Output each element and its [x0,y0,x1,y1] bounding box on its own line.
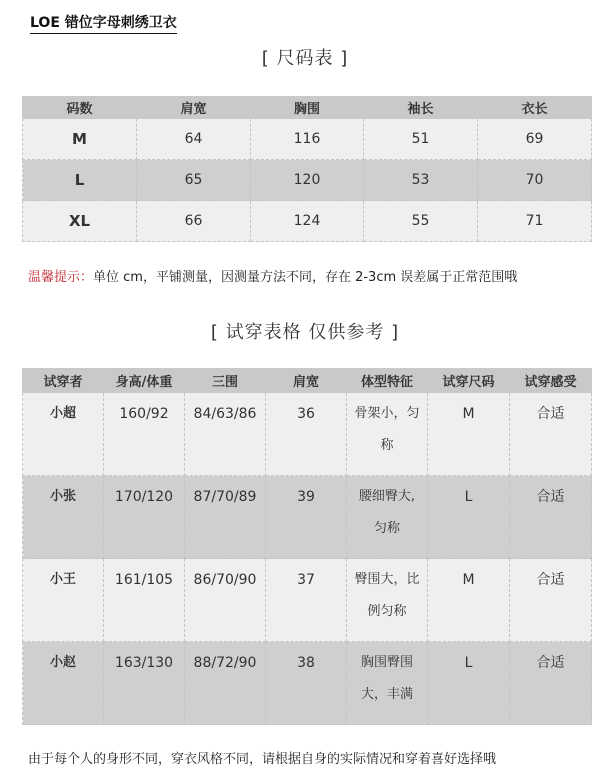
header-shoulder: 肩宽 [266,369,347,393]
header-height-weight: 身高/体重 [104,369,185,393]
length-cell: 70 [478,160,592,201]
header-feeling: 试穿感受 [510,369,592,393]
shoulder-cell: 65 [137,160,251,201]
length-cell: 71 [478,201,592,242]
footer-note: 由于每个人的身形不同，穿衣风格不同，请根据自身的实际情况和穿着喜好选择哦 [28,752,497,767]
feeling-cell: 合适 [510,642,592,725]
header-tryon-size: 试穿尺码 [428,369,510,393]
measurements-cell: 88/72/90 [185,642,266,725]
shoulder-cell: 38 [266,642,347,725]
height-weight-cell: 170/120 [104,476,185,559]
body-type-cell: 骨架小，匀 称 [347,393,428,476]
size-chart-header-row [23,97,592,119]
tryon-size-cell: M [428,559,510,642]
body-type-cell: 臀围大，比 例匀称 [347,559,428,642]
shoulder-cell: 36 [266,393,347,476]
header-size: 码数 [23,97,137,119]
height-weight-cell: 161/105 [104,559,185,642]
table-row [23,201,592,242]
table-row [23,119,592,160]
tryon-size-cell: L [428,476,510,559]
size-cell: L [23,160,137,201]
size-cell: XL [23,201,137,242]
feeling-cell: 合适 [510,559,592,642]
measurements-cell: 87/70/89 [185,476,266,559]
body-type-cell: 腰细臀大, 匀称 [347,476,428,559]
feeling-cell: 合适 [510,476,592,559]
tester-name: 小超 [23,393,104,476]
tip-label: 温馨提示： [28,270,94,285]
sleeve-cell: 51 [364,119,478,160]
tryon-size-cell: M [428,393,510,476]
chest-cell: 124 [251,201,364,242]
height-weight-cell: 163/130 [104,642,185,725]
header-sleeve: 袖长 [364,97,478,119]
tester-name: 小赵 [23,642,104,725]
header-body-type: 体型特征 [347,369,428,393]
table-row [23,393,592,476]
measurement-tip [28,266,517,285]
tester-name: 小王 [23,559,104,642]
measurements-cell: 84/63/86 [185,393,266,476]
tryon-header-row [23,369,592,393]
tip-text: 单位 cm，平铺测量，因测量方法不同，存在 2-3cm 误差属于正常范围哦 [93,270,518,285]
sleeve-cell: 53 [364,160,478,201]
shoulder-cell: 66 [137,201,251,242]
page-title: LOE 错位字母刺绣卫衣 [30,14,177,34]
shoulder-cell: 37 [266,559,347,642]
table-row [23,642,592,725]
length-cell: 69 [478,119,592,160]
size-chart-table [22,96,592,242]
tryon-size-cell: L [428,642,510,725]
feeling-cell: 合适 [510,393,592,476]
table-row [23,559,592,642]
shoulder-cell: 39 [266,476,347,559]
header-shoulder: 肩宽 [137,97,251,119]
shoulder-cell: 64 [137,119,251,160]
header-tester: 试穿者 [23,369,104,393]
size-chart-heading: [ 尺码表 ] [261,48,349,69]
tryon-table [22,368,592,725]
table-row [23,476,592,559]
measurements-cell: 86/70/90 [185,559,266,642]
height-weight-cell: 160/92 [104,393,185,476]
chest-cell: 116 [251,119,364,160]
header-length: 衣长 [478,97,592,119]
header-chest: 胸围 [251,97,364,119]
chest-cell: 120 [251,160,364,201]
tryon-heading: [ 试穿表格 仅供参考 ] [210,322,400,343]
table-row [23,160,592,201]
header-measurements: 三围 [185,369,266,393]
body-type-cell: 胸围臀围 大，丰满 [347,642,428,725]
tester-name: 小张 [23,476,104,559]
size-cell: M [23,119,137,160]
sleeve-cell: 55 [364,201,478,242]
